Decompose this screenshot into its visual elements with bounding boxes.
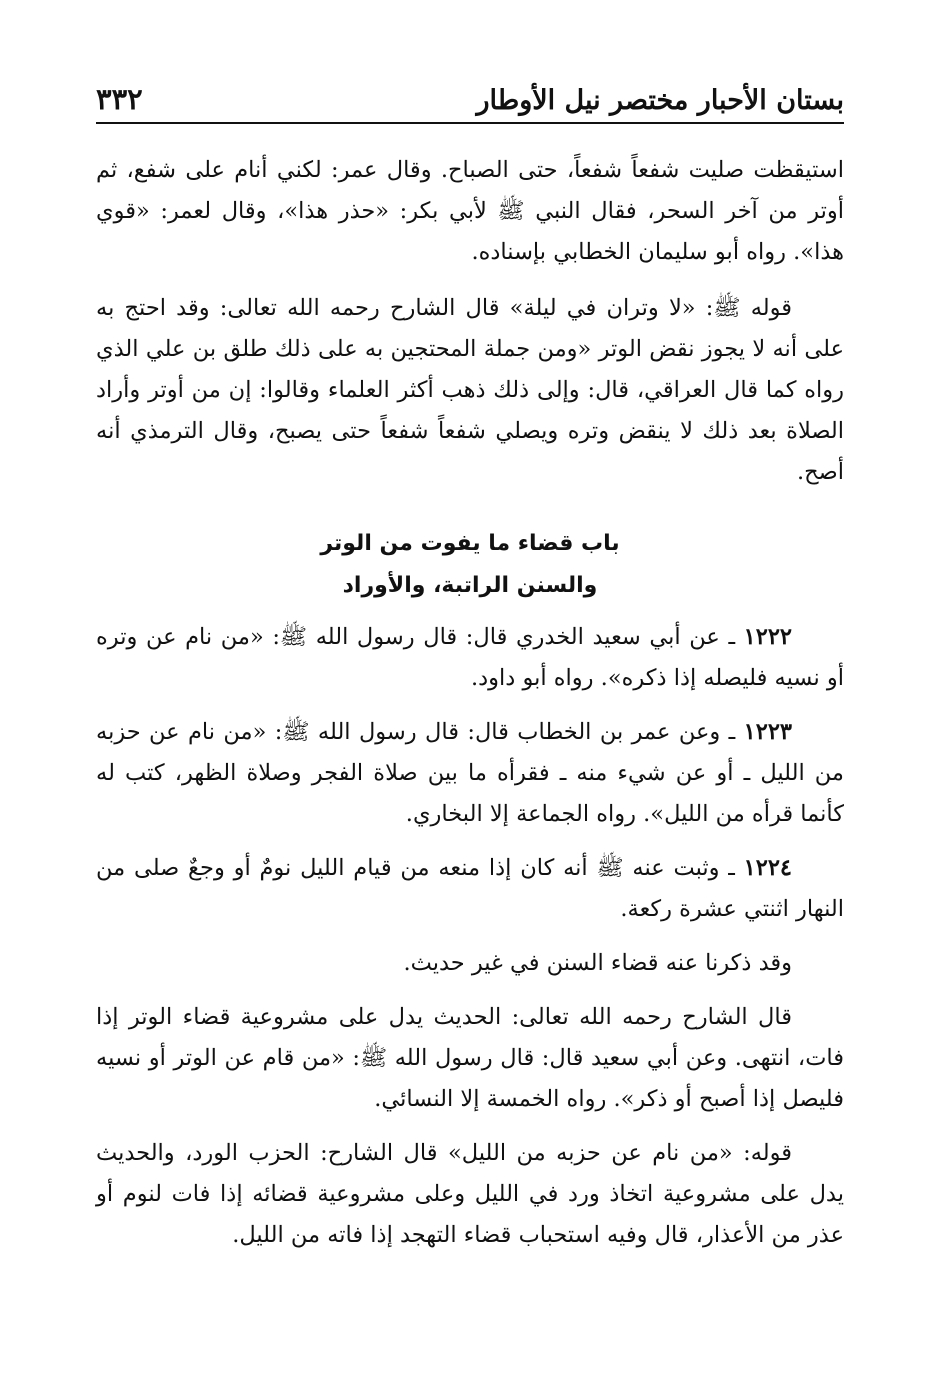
hadith-1222 <box>96 617 844 699</box>
hadith-text: ـ عن أبي سعيد الخدري قال: قال رسول الله ﷺ: «من نام عن وتره أو نسيه فليصله إذا ذكره». رواه أبو داود. <box>96 624 844 691</box>
paragraph: استيقظت صليت شفعاً شفعاً، حتى الصباح. وقال عمر: لكني أنام على شفع، ثم أوتر من آخر السحر، فقال النبي ﷺ لأبي بكر: «حذر هذا»، وقال لعمر: «قوي هذا». رواه أبو سليمان الخطابي بإسناده. <box>96 157 844 265</box>
paragraph: قوله: «من نام عن حزبه من الليل» قال الشارح: الحزب الورد، والحديث يدل على مشروعية اتخاذ ورد في الليل وعلى مشروعية قضائه إذا فات لنوم أو عذر من الأعذار، قال وفيه استحباب قضاء التهجد إذا فاته من الليل. <box>96 1140 844 1248</box>
running-title: بستان الأحبار مختصر نيل الأوطار <box>476 85 844 116</box>
hadith-text: ـ وثبت عنه ﷺ أنه كان إذا منعه من قيام الليل نومٌ أو وجعٌ صلى من النهار اثنتي عشرة ركعة. <box>96 855 844 922</box>
hadith-number: ١٢٢٤ <box>743 855 792 881</box>
page-number: ٣٣٢ <box>96 82 143 116</box>
page-body <box>96 150 844 1269</box>
chapter-heading <box>96 523 844 607</box>
paragraph: قال الشارح رحمه الله تعالى: الحديث يدل على مشروعية قضاء الوتر إذا فات، انتهى. وعن أبي سعيد قال: قال رسول الله ﷺ: «من قام عن الوتر أو نسيه فليصل إذا أصبح أو ذكر». رواه الخمسة إلا النسائي. <box>96 1004 844 1112</box>
hadith-number: ١٢٢٢ <box>743 624 792 650</box>
chapter-heading-line: باب قضاء ما يفوت من الوتر <box>320 531 620 556</box>
hadith-1223 <box>96 712 844 835</box>
page-header <box>96 78 844 124</box>
hadith-1224 <box>96 848 844 930</box>
hadith-text: ـ وعن عمر بن الخطاب قال: قال رسول الله ﷺ: «من نام عن حزبه من الليل ـ أو عن شيء منه ـ فقرأه ما بين صلاة الفجر وصلاة الظهر، كتب له كأنما قرأه من الليل». رواه الجماعة إلا البخاري. <box>96 719 844 827</box>
paragraph: قوله ﷺ: «لا وتران في ليلة» قال الشارح رحمه الله تعالى: وقد احتج به على أنه لا يجوز نقض الوتر «ومن جملة المحتجين به على ذلك طلق بن علي الذي رواه كما قال العراقي، قال: وإلى ذلك ذهب أكثر العلماء وقالوا: إن من أوتر وأراد الصلاة بعد ذلك لا ينقض وتره ويصلي شفعاً شفعاً حتى يصبح، وقال الترمذي أنه أصح. <box>96 295 844 485</box>
hadith-number: ١٢٢٣ <box>743 719 792 745</box>
paragraph: وقد ذكرنا عنه قضاء السنن في غير حديث. <box>403 950 792 976</box>
chapter-heading-line: والسنن الراتبة، والأوراد <box>342 573 598 598</box>
